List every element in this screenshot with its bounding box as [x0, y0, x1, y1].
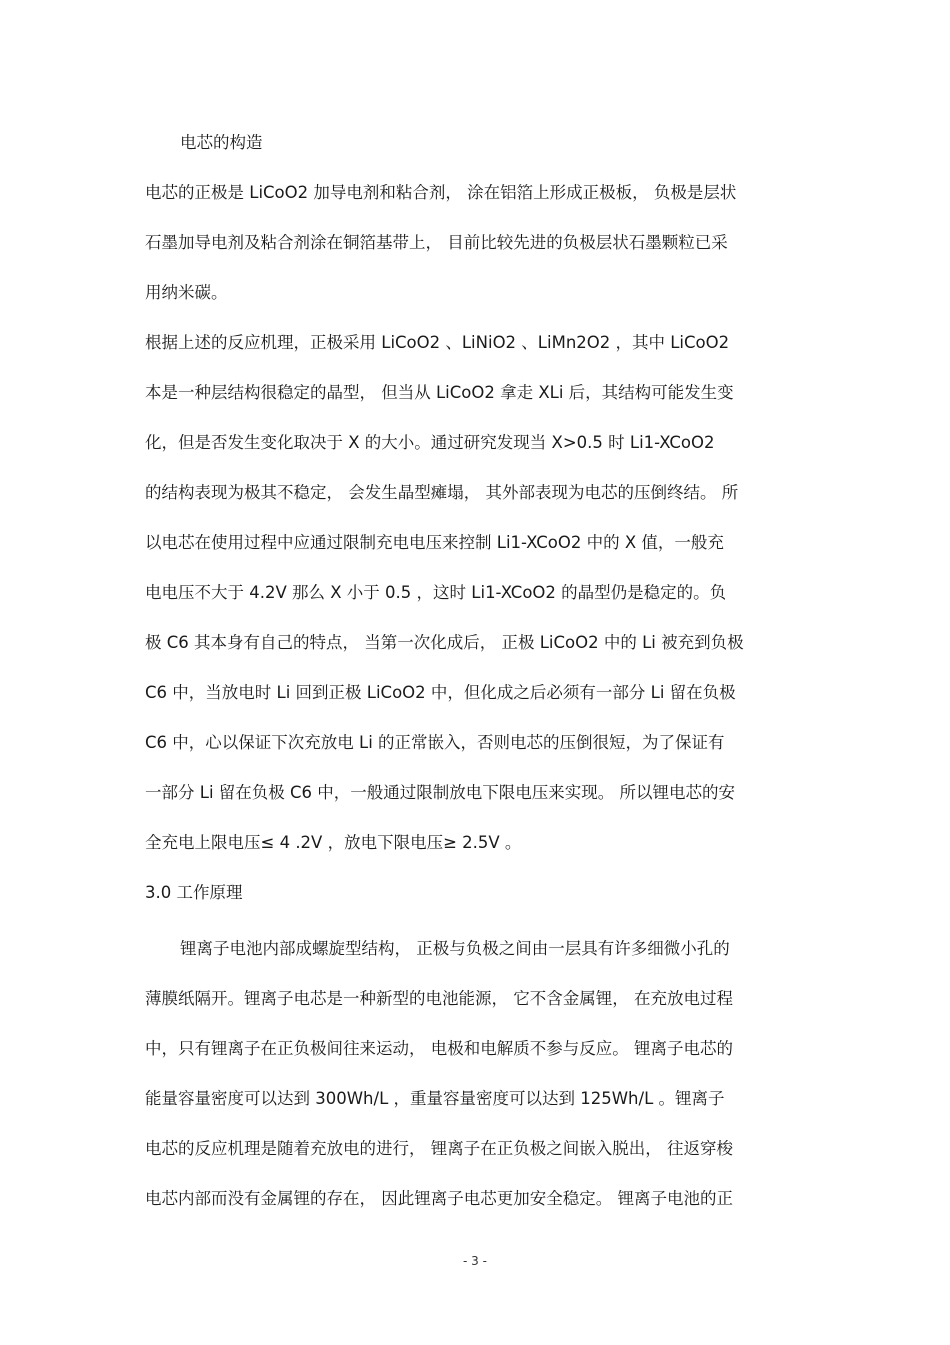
section-heading-working-principle: 3.0 工作原理: [145, 883, 243, 902]
paragraph-line: 电芯的反应机理是随着充放电的进行， 锂离子在正负极之间嵌入脱出， 往返穿梭: [145, 1139, 733, 1158]
paragraph-line: C6 中，当放电时 Li 回到正极 LiCoO2 中，但化成之后必须有一部分 Li 留在负极: [145, 683, 736, 702]
paragraph-line: 电电压不大于 4.2V 那么 X 小于 0.5 ，这时 Li1-XCoO2 的晶型仍是稳定的。负: [145, 583, 727, 602]
section-heading-cell-structure: 电芯的构造: [180, 133, 263, 152]
paragraph-line: 用纳米碳。: [145, 283, 228, 302]
paragraph-line: 根据上述的反应机理，正极采用 LiCoO2 、LiNiO2 、LiMn2O2 ，其中 LiCoO2: [145, 333, 730, 352]
paragraph-line: 本是一种层结构很稳定的晶型， 但当从 LiCoO2 拿走 XLi 后，其结构可能发生变: [145, 383, 734, 402]
page-number: - 3 -: [463, 1254, 487, 1268]
paragraph-line: 电芯的正极是 LiCoO2 加导电剂和粘合剂， 涂在铝箔上形成正极板， 负极是层状: [145, 183, 737, 202]
paragraph-line: 化，但是否发生变化取决于 X 的大小。通过研究发现当 X>0.5 时 Li1-XCoO2: [145, 433, 715, 452]
paragraph-line: 以电芯在使用过程中应通过限制充电电压来控制 Li1-XCoO2 中的 X 值，一般充: [145, 533, 724, 552]
paragraph-line: 薄膜纸隔开。锂离子电芯是一种新型的电池能源， 它不含金属锂， 在充放电过程: [145, 989, 733, 1008]
paragraph-line: 的结构表现为极其不稳定， 会发生晶型瘫塌， 其外部表现为电芯的压倒终结。 所: [145, 483, 739, 502]
paragraph-line: C6 中，心以保证下次充放电 Li 的正常嵌入，否则电芯的压倒很短，为了保证有: [145, 733, 725, 752]
paragraph-line: 锂离子电池内部成螺旋型结构， 正极与负极之间由一层具有许多细微小孔的: [180, 939, 730, 958]
paragraph-line: 极 C6 其本身有自己的特点， 当第一次化成后， 正极 LiCoO2 中的 Li 被充到负极: [145, 633, 744, 652]
paragraph-line: 能量容量密度可以达到 300Wh/L ，重量容量密度可以达到 125Wh/L 。锂离子: [145, 1089, 725, 1108]
paragraph-line: 电芯内部而没有金属锂的存在， 因此锂离子电芯更加安全稳定。 锂离子电池的正: [145, 1189, 733, 1208]
paragraph-line: 石墨加导电剂及粘合剂涂在铜箔基带上， 目前比较先进的负极层状石墨颗粒已采: [145, 233, 728, 252]
paragraph-line: 全充电上限电压≤ 4 .2V ，放电下限电压≥ 2.5V 。: [145, 833, 522, 852]
paragraph-line: 一部分 Li 留在负极 C6 中，一般通过限制放电下限电压来实现。 所以锂电芯的安: [145, 783, 736, 802]
paragraph-line: 中，只有锂离子在正负极间往来运动， 电极和电解质不参与反应。 锂离子电芯的: [145, 1039, 733, 1058]
